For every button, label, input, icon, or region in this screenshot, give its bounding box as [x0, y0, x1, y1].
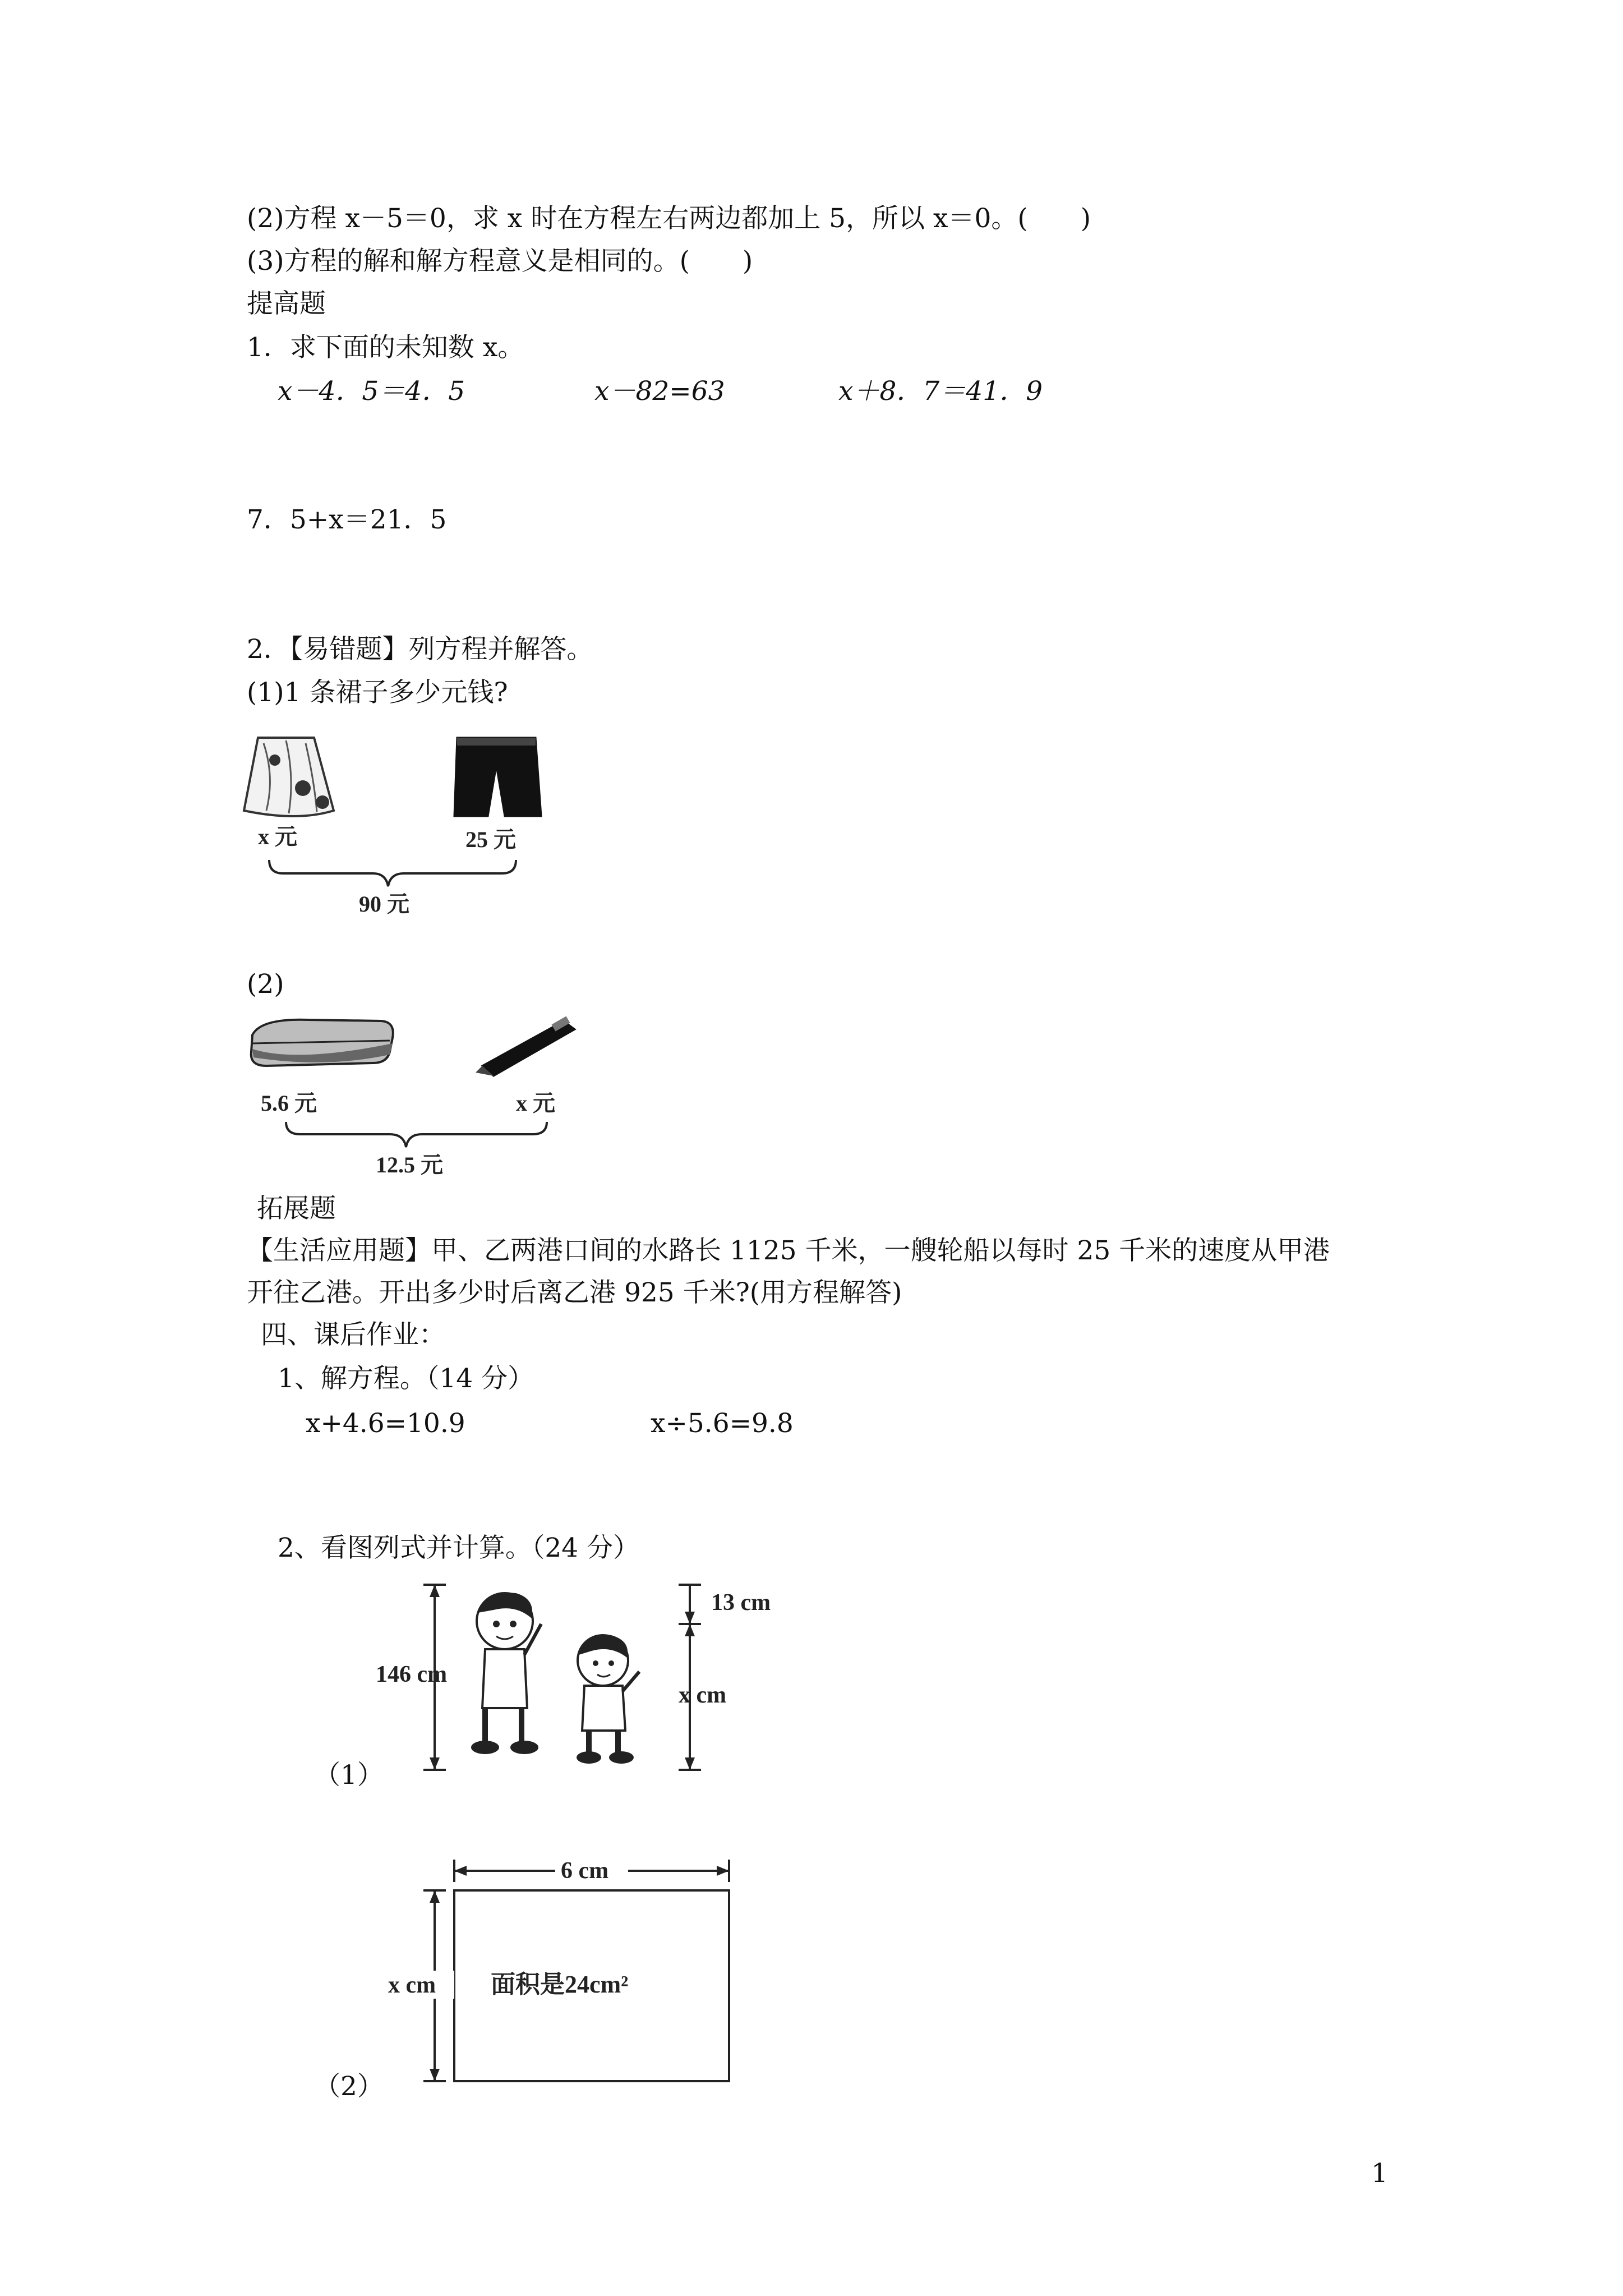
- homework-question-2-part-2: （2）: [314, 2071, 384, 2102]
- homework-question-2: 2、看图列式并计算。（24 分）: [278, 1533, 640, 1563]
- equation-4: 7．5+x＝21．5: [247, 504, 447, 535]
- short-boy-icon: [577, 1635, 639, 1764]
- homework-question-2-part-1: （1）: [314, 1760, 384, 1791]
- skirt-price-label: x 元: [258, 824, 297, 849]
- total-price-label: 12.5 元: [376, 1152, 443, 1177]
- homework-equation-1: x+4.6=10.9: [306, 1408, 465, 1439]
- homework-equation-2: x÷5.6=9.8: [651, 1408, 794, 1439]
- total-brace: [286, 1122, 547, 1147]
- pants-icon: [454, 738, 541, 816]
- pen-price-label: x 元: [516, 1091, 555, 1116]
- pencilcase-pen-figure: [241, 1010, 589, 1184]
- extension-heading: 拓展题: [257, 1193, 336, 1224]
- advanced-heading: 提高题: [247, 288, 326, 319]
- page-number: 1: [1371, 2158, 1388, 2189]
- pen-icon: [476, 1016, 575, 1076]
- height-arrow-right: [679, 1585, 701, 1770]
- homework-heading: 四、课后作业：: [261, 1319, 445, 1350]
- question-3-line: (3)方程的解和解方程意义是相同的。( ): [247, 246, 753, 277]
- equation-3: x＋8．7＝41．9: [838, 376, 1043, 407]
- tall-boy-icon: [471, 1593, 541, 1754]
- boys-height-figure: [376, 1579, 813, 1781]
- question-2-part-2: (2): [247, 969, 284, 1000]
- question-2-line: (2)方程 x－5＝0，求 x 时在方程左右两边都加上 5，所以 x＝0。( ): [247, 203, 1091, 234]
- skirt-icon: [244, 738, 334, 816]
- advanced-question-1: 1．求下面的未知数 x。: [247, 332, 524, 363]
- pants-price-label: 25 元: [465, 827, 516, 852]
- short-boy-height-label: x cm: [679, 1682, 727, 1708]
- equation-1: x－4．5＝4．5: [278, 376, 465, 407]
- skirt-pants-figure: [241, 726, 555, 917]
- pencil-case-icon: [251, 1020, 393, 1066]
- extension-line-2: 开往乙港。开出多少时后离乙港 925 千米?(用方程解答): [247, 1277, 902, 1308]
- total-price-label: 90 元: [359, 891, 409, 917]
- extension-line-1: 【生活应用题】甲、乙两港口间的水路长 1125 千米，一艘轮船以每时 25 千米的速度从甲港: [247, 1235, 1330, 1266]
- height-label: x cm: [388, 1972, 436, 1998]
- rectangle-figure: [387, 1843, 740, 2090]
- homework-question-1: 1、解方程。（14 分）: [278, 1363, 534, 1394]
- question-2-part-1: (1)1 条裙子多少元钱?: [247, 677, 508, 708]
- tall-boy-height-label: 146 cm: [376, 1662, 448, 1687]
- advanced-question-2: 2．【易错题】列方程并解答。: [247, 634, 593, 665]
- pencil-case-price-label: 5.6 元: [261, 1091, 317, 1116]
- total-brace: [269, 860, 516, 886]
- equation-2: x－82=63: [594, 376, 725, 407]
- width-label: 6 cm: [561, 1858, 609, 1884]
- height-difference-label: 13 cm: [711, 1590, 771, 1616]
- area-label: 面积是24cm²: [491, 1971, 629, 1998]
